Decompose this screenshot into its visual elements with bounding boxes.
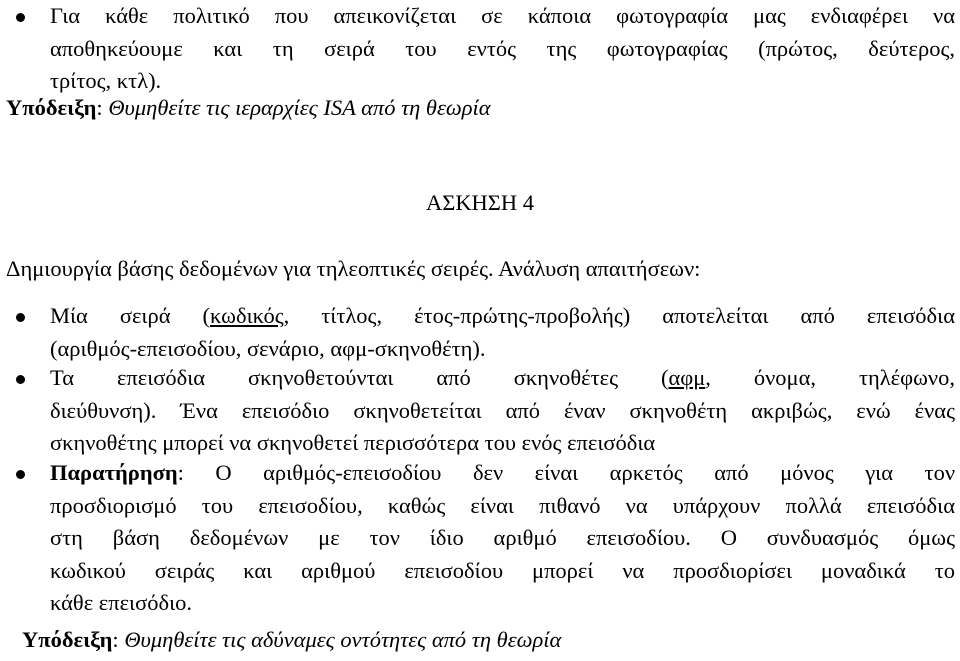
text-line: στη βάση δεδομένων με τον ίδιο αριθμό επεισοδίου. Ο συνδυασμός όμως: [50, 525, 955, 550]
text-line: [50, 457, 955, 490]
series-key-attribute: κωδικός: [210, 303, 284, 328]
text-line: κάθε επεισόδιο.: [50, 590, 192, 615]
text-line: [50, 300, 955, 333]
text-line: κωδικού σειράς και αριθμού επεισοδίου μπορεί να προσδιορίσει μοναδικά το: [50, 557, 955, 583]
hint-text: Θυμηθείτε τις ιεραρχίες ISA από τη θεωρία: [102, 95, 491, 120]
observation-text: : Ο αριθμός-επεισοδίου δεν είναι αρκετός από μόνος για τον: [177, 460, 955, 485]
bullet-observation: [50, 457, 955, 620]
text-line: σκηνοθέτης μπορεί να σκηνοθετεί περισσότερα του ενός επεισόδια: [50, 430, 656, 455]
hint-label: Υπόδειξη: [6, 95, 97, 120]
text-line: (αριθμός-επεισοδίου, σενάριο, αφμ-σκηνοθέτη).: [50, 335, 486, 361]
bullet-series: [50, 300, 955, 365]
hint-colon: :: [96, 95, 103, 120]
bullet-icon: [16, 13, 25, 22]
bullet-directors: [50, 362, 955, 460]
text-line: Για κάθε πολιτικό που απεικονίζεται σε κάποια φωτογραφία μας ενδιαφέρει να: [50, 3, 955, 28]
series-text-pre: Μία σειρά (: [50, 303, 211, 328]
bullet-politician-order: [50, 0, 955, 98]
exercise-title: ΑΣΚΗΣΗ 4: [425, 190, 535, 215]
text-line: [50, 362, 955, 395]
series-text-post: , τίτλος, έτος-πρώτης-προβολής) αποτελείται από επεισόδια: [283, 303, 955, 328]
text-line: προσδιορισμό του επεισοδίου, καθώς είναι πιθανό να υπάρχουν πολλά επεισόδια: [50, 492, 955, 518]
hint-label: Υπόδειξη: [22, 627, 113, 652]
text-line: αποθηκεύουμε και τη σειρά του εντός της φωτογραφίας (πρώτος, δεύτερος,: [50, 35, 955, 61]
bullet-icon: [16, 375, 25, 384]
observation-label: Παρατήρηση: [50, 460, 178, 485]
text-line: διεύθυνση). Ένα επεισόδιο σκηνοθετείται από έναν σκηνοθέτη ακριβώς, ενώ ένας: [50, 397, 955, 423]
bullet-icon: [16, 313, 25, 322]
hint-text: Θυμηθείτε τις αδύναμες οντότητες από τη θεωρία: [118, 627, 562, 652]
directors-text-pre: Τα επεισόδια σκηνοθετούνται από σκηνοθέτες (: [50, 365, 669, 390]
bullet-icon: [16, 470, 25, 479]
text-line: τρίτος, κτλ).: [50, 68, 162, 93]
directors-key-attribute: αφμ: [668, 365, 706, 390]
hint-colon: :: [112, 627, 119, 652]
hint-weak-entities: [22, 624, 561, 656]
intro-paragraph: Δημιουργία βάσης δεδομένων για τηλεοπτικές σειρές. Ανάλυση απαιτήσεων:: [6, 256, 701, 281]
directors-text-post: , όνομα, τηλέφωνο,: [705, 365, 955, 390]
hint-isa: [6, 92, 491, 124]
